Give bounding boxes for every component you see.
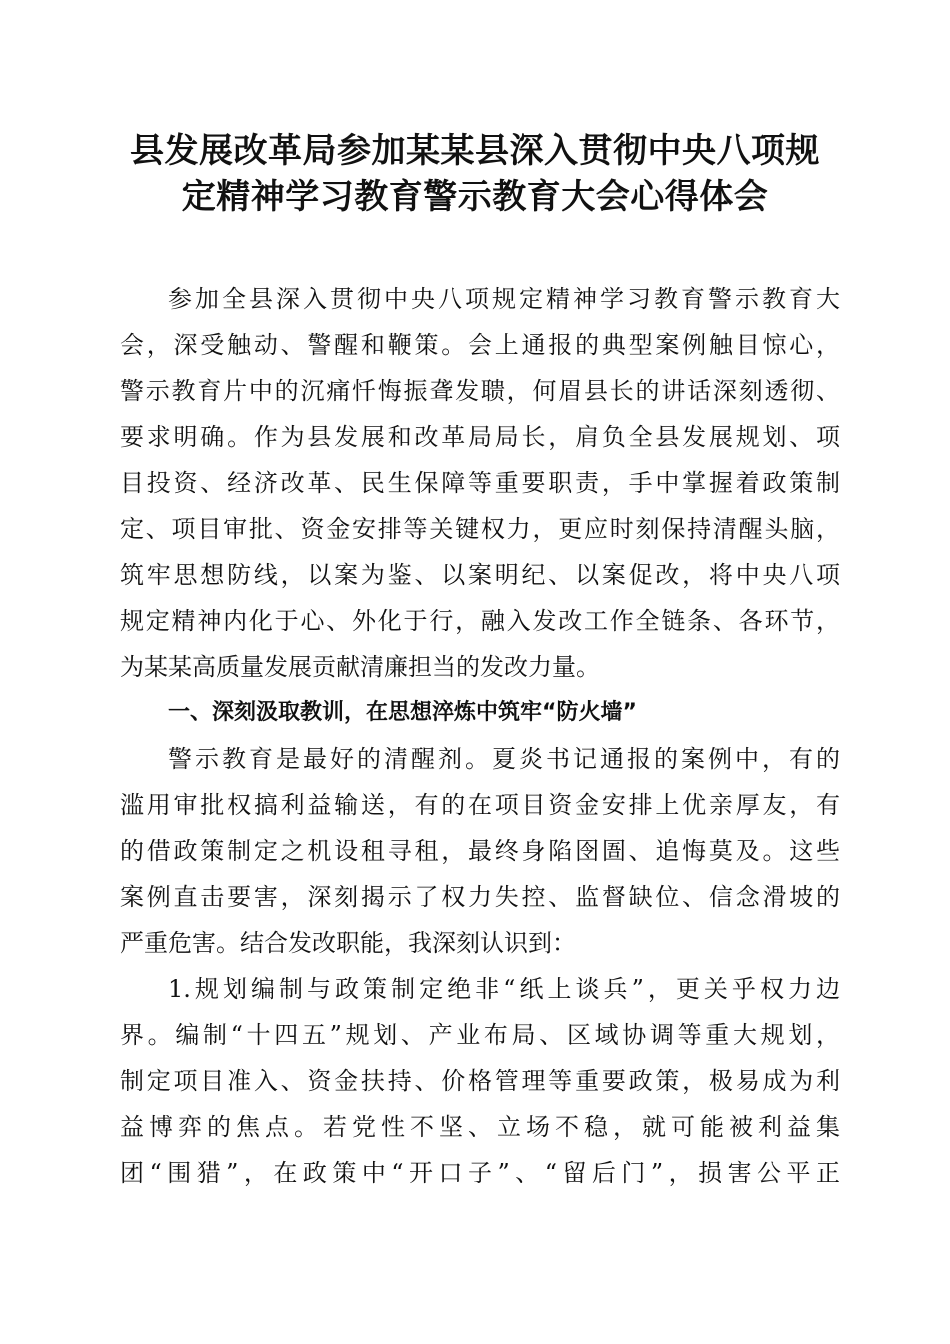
paragraph-line: 筑牢思想防线，以案为鉴、以案明纪、以案促改，将中央八项	[120, 561, 840, 589]
paragraph-line: 警示教育是最好的清醒剂。夏炎书记通报的案例中，有的	[168, 745, 840, 773]
paragraph-line: 的借政策制定之机设租寻租，最终身陷囹圄、追悔莫及。这些	[120, 837, 840, 865]
paragraph-warning	[120, 736, 840, 966]
paragraph-line: 会，深受触动、警醒和鞭策。会上通报的典型案例触目惊心，	[120, 331, 840, 359]
paragraph-intro	[120, 276, 840, 690]
paragraph-line: 目投资、经济改革、民生保障等重要职责，手中掌握着政策制	[120, 469, 840, 497]
document-body	[120, 276, 840, 1196]
title-line: 县发展改革局参加某某县深入贯彻中央八项规	[130, 131, 820, 171]
paragraph-line: 1.规划编制与政策制定绝非“纸上谈兵”，更关乎权力边	[168, 975, 840, 1003]
section-heading: 一、深刻汲取教训，在思想淬炼中筑牢“防火墙”	[168, 700, 637, 725]
paragraph-point-1	[120, 966, 840, 1196]
paragraph-line: 制定项目准入、资金扶持、价格管理等重要政策，极易成为利	[120, 1067, 840, 1095]
paragraph-line: 界。编制“十四五”规划、产业布局、区域协调等重大规划，	[120, 1021, 840, 1049]
paragraph-line: 益博弈的焦点。若党性不坚、立场不稳，就可能被利益集	[120, 1113, 840, 1141]
paragraph-line: 规定精神内化于心、外化于行，融入发改工作全链条、各环节，	[120, 607, 840, 635]
paragraph-line: 要求明确。作为县发展和改革局局长，肩负全县发展规划、项	[120, 423, 840, 451]
paragraph-line: 团“围猎”，在政策中“开口子”、“留后门”，损害公平正	[120, 1159, 840, 1187]
paragraph-line: 定、项目审批、资金安排等关键权力，更应时刻保持清醒头脑，	[120, 515, 840, 543]
paragraph-line: 参加全县深入贯彻中央八项规定精神学习教育警示教育大	[168, 285, 840, 313]
paragraph-line: 严重危害。结合发改职能，我深刻认识到：	[120, 929, 576, 957]
paragraph-line: 为某某高质量发展贡献清廉担当的发改力量。	[120, 653, 600, 681]
paragraph-line: 案例直击要害，深刻揭示了权力失控、监督缺位、信念滑坡的	[120, 883, 840, 911]
paragraph-line: 警示教育片中的沉痛忏悔振聋发聩，何眉县长的讲话深刻透彻、	[120, 377, 840, 405]
title-line: 定精神学习教育警示教育大会心得体会	[181, 177, 769, 217]
paragraph-line: 滥用审批权搞利益输送，有的在项目资金安排上优亲厚友，有	[120, 791, 840, 819]
document-title	[100, 128, 850, 220]
